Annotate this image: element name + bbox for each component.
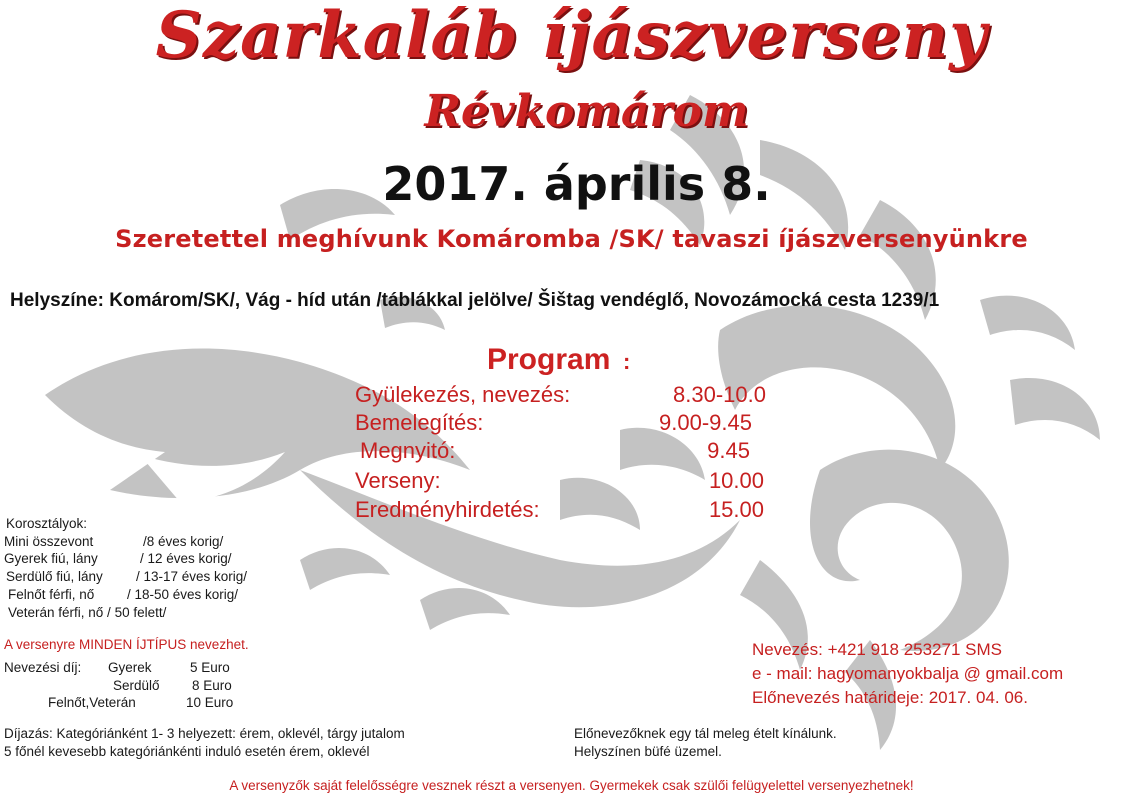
entry-fee-label: Nevezési díj: (4, 660, 82, 675)
pre-entry-deadline: Előnevezés határideje: 2017. 04. 06. (752, 688, 1028, 707)
program-item-time: 10.00 (708, 468, 764, 493)
program-item-label: Gyülekezés, nevezés: (355, 382, 571, 407)
age-group-name: Veterán férfi, nő / 50 felett/ (8, 605, 167, 620)
prizes-line: 5 főnél kevesebb kategóriánkénti induló esetén érem, oklevél (4, 744, 370, 759)
program-item-label: Megnyitó: (360, 438, 456, 463)
entry-phone: Nevezés: +421 918 253271 SMS (752, 640, 1002, 659)
program-heading: Program (487, 343, 611, 376)
age-group-name: Felnőt férfi, nő (8, 587, 95, 602)
invitation-text: Szeretettel meghívunk Komáromba /SK/ tavaszi íjászversenyünkre (115, 225, 1028, 253)
program-item-time: 8.30-10.0 (673, 382, 766, 407)
event-date: 2017. április 8. (382, 157, 771, 211)
liability-footer: A versenyzők saját felelősségre vesznek részt a versenyen. Gyermekek csak szülői felügyelettel versenyezhetnek! (229, 778, 914, 793)
age-group-name: Gyerek fiú, lány (4, 551, 98, 566)
age-group-range: / 18-50 éves korig/ (127, 587, 239, 602)
age-group-range: /8 éves korig/ (143, 534, 224, 549)
fee-price: 8 Euro (192, 678, 232, 693)
prizes-line: Díjazás: Kategóriánként 1- 3 helyezett: érem, oklevél, tárgy jutalom (4, 726, 405, 741)
event-title: Szarkaláb íjászverseny (155, 0, 988, 73)
fee-price: 5 Euro (190, 660, 230, 675)
venue-text: Helyszíne: Komárom/SK/, Vág - híd után /táblákkal jelölve/ Šištag vendéglő, Novozámocká cesta 1239/1 (10, 290, 940, 311)
fee-category: Serdülő (113, 678, 160, 693)
age-groups-heading: Korosztályok: (6, 516, 88, 531)
age-group-range: / 13-17 éves korig/ (136, 569, 248, 584)
fee-category: Felnőt,Veterán (48, 695, 136, 710)
age-group-name: Mini összevont (4, 534, 94, 549)
age-group-range: / 12 éves korig/ (140, 551, 232, 566)
age-group-name: Serdülő fiú, lány (6, 569, 103, 584)
program-item-label: Eredményhirdetés: (355, 497, 540, 522)
fee-price: 10 Euro (186, 695, 234, 710)
program-heading-colon: : (623, 349, 631, 374)
fee-category: Gyerek (108, 660, 152, 675)
program-item-time: 9.45 (707, 438, 750, 463)
contact-email: e - mail: hagyomanyokbalja @ gmail.com (752, 664, 1064, 683)
program-item-label: Verseny: (355, 468, 441, 493)
bow-type-note: A versenyre MINDEN ÍJTÍPUS nevezhet. (4, 637, 249, 652)
food-note: Előnevezőknek egy tál meleg ételt kínálunk. (574, 726, 837, 741)
event-location-title: Révkomárom (424, 86, 749, 137)
buffet-note: Helyszínen büfé üzemel. (574, 744, 722, 759)
program-item-time: 15.00 (708, 497, 764, 522)
program-item-time: 9.00-9.45 (659, 410, 752, 435)
program-item-label: Bemelegítés: (355, 410, 484, 435)
